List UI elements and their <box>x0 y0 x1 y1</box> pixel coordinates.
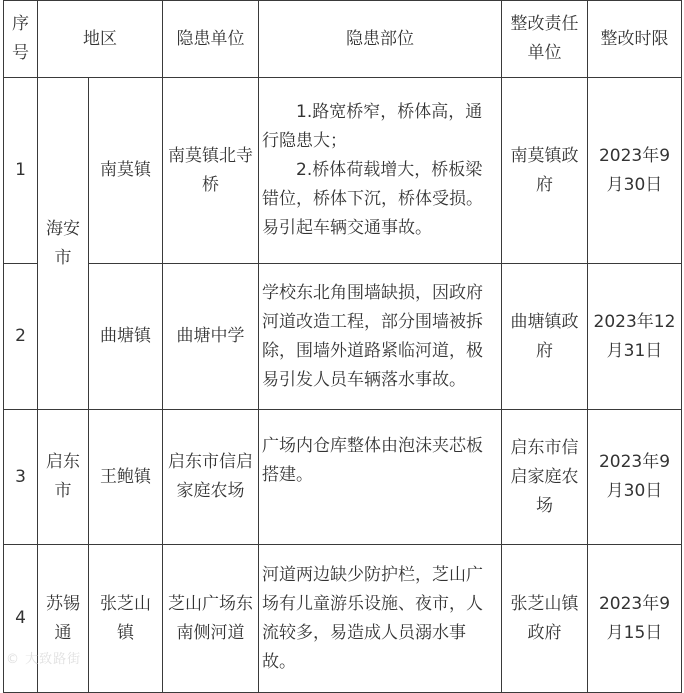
cell-seq: 2 <box>4 264 38 410</box>
hazard-rectification-table <box>3 0 682 693</box>
header-deadline: 整改时限 <box>588 1 682 78</box>
cell-seq: 1 <box>4 78 38 264</box>
cell-part <box>259 410 502 545</box>
part-paragraph: 广场内仓库整体由泡沫夹芯板搭建。 <box>262 436 483 485</box>
cell-town: 南莫镇 <box>89 78 163 264</box>
cell-town: 曲塘镇 <box>89 264 163 410</box>
part-paragraph: 河道两边缺少防护栏，芝山广场有儿童游乐设施、夜市，人流较多，易造成人员溺水事故。 <box>262 564 483 672</box>
header-part: 隐患部位 <box>259 1 502 78</box>
part-paragraph: 2.桥体荷载增大，桥板梁错位，桥体下沉，桥体受损。易引起车辆交通事故。 <box>262 160 483 238</box>
table-row <box>4 410 682 545</box>
part-paragraph: 学校东北角围墙缺损，因政府河道改造工程，部分围墙被拆除，围墙外道路紧临河道，极易引发人员车辆落水事故。 <box>262 282 483 390</box>
table-row <box>4 545 682 693</box>
header-unit: 隐患单位 <box>163 1 259 78</box>
cell-unit: 芝山广场东南侧河道 <box>163 545 259 693</box>
table-row <box>4 264 682 410</box>
cell-deadline: 2023年12月31日 <box>588 264 682 410</box>
cell-responsible: 启东市信启家庭农场 <box>502 410 588 545</box>
cell-part <box>259 545 502 693</box>
cell-unit: 南莫镇北寺桥 <box>163 78 259 264</box>
cell-part <box>259 78 502 264</box>
cell-city: 苏锡通 <box>38 545 89 693</box>
part-paragraph: 1.路宽桥窄，桥体高，通行隐患大； <box>262 102 483 151</box>
cell-deadline: 2023年9月30日 <box>588 410 682 545</box>
cell-seq: 4 <box>4 545 38 693</box>
cell-deadline: 2023年9月30日 <box>588 78 682 264</box>
cell-city: 海安市 <box>38 78 89 410</box>
cell-unit: 启东市信启家庭农场 <box>163 410 259 545</box>
header-region: 地区 <box>38 1 163 78</box>
cell-city: 启东市 <box>38 410 89 545</box>
cell-unit: 曲塘中学 <box>163 264 259 410</box>
cell-part <box>259 264 502 410</box>
cell-responsible: 南莫镇政府 <box>502 78 588 264</box>
cell-seq: 3 <box>4 410 38 545</box>
header-seq: 序号 <box>4 1 38 78</box>
table-row <box>4 78 682 264</box>
watermark: © 大致路街 <box>6 652 82 667</box>
header-row <box>4 1 682 78</box>
cell-town: 王鲍镇 <box>89 410 163 545</box>
cell-town: 张芝山镇 <box>89 545 163 693</box>
cell-responsible: 曲塘镇政府 <box>502 264 588 410</box>
cell-deadline: 2023年9月15日 <box>588 545 682 693</box>
cell-responsible: 张芝山镇政府 <box>502 545 588 693</box>
header-responsible: 整改责任单位 <box>502 1 588 78</box>
